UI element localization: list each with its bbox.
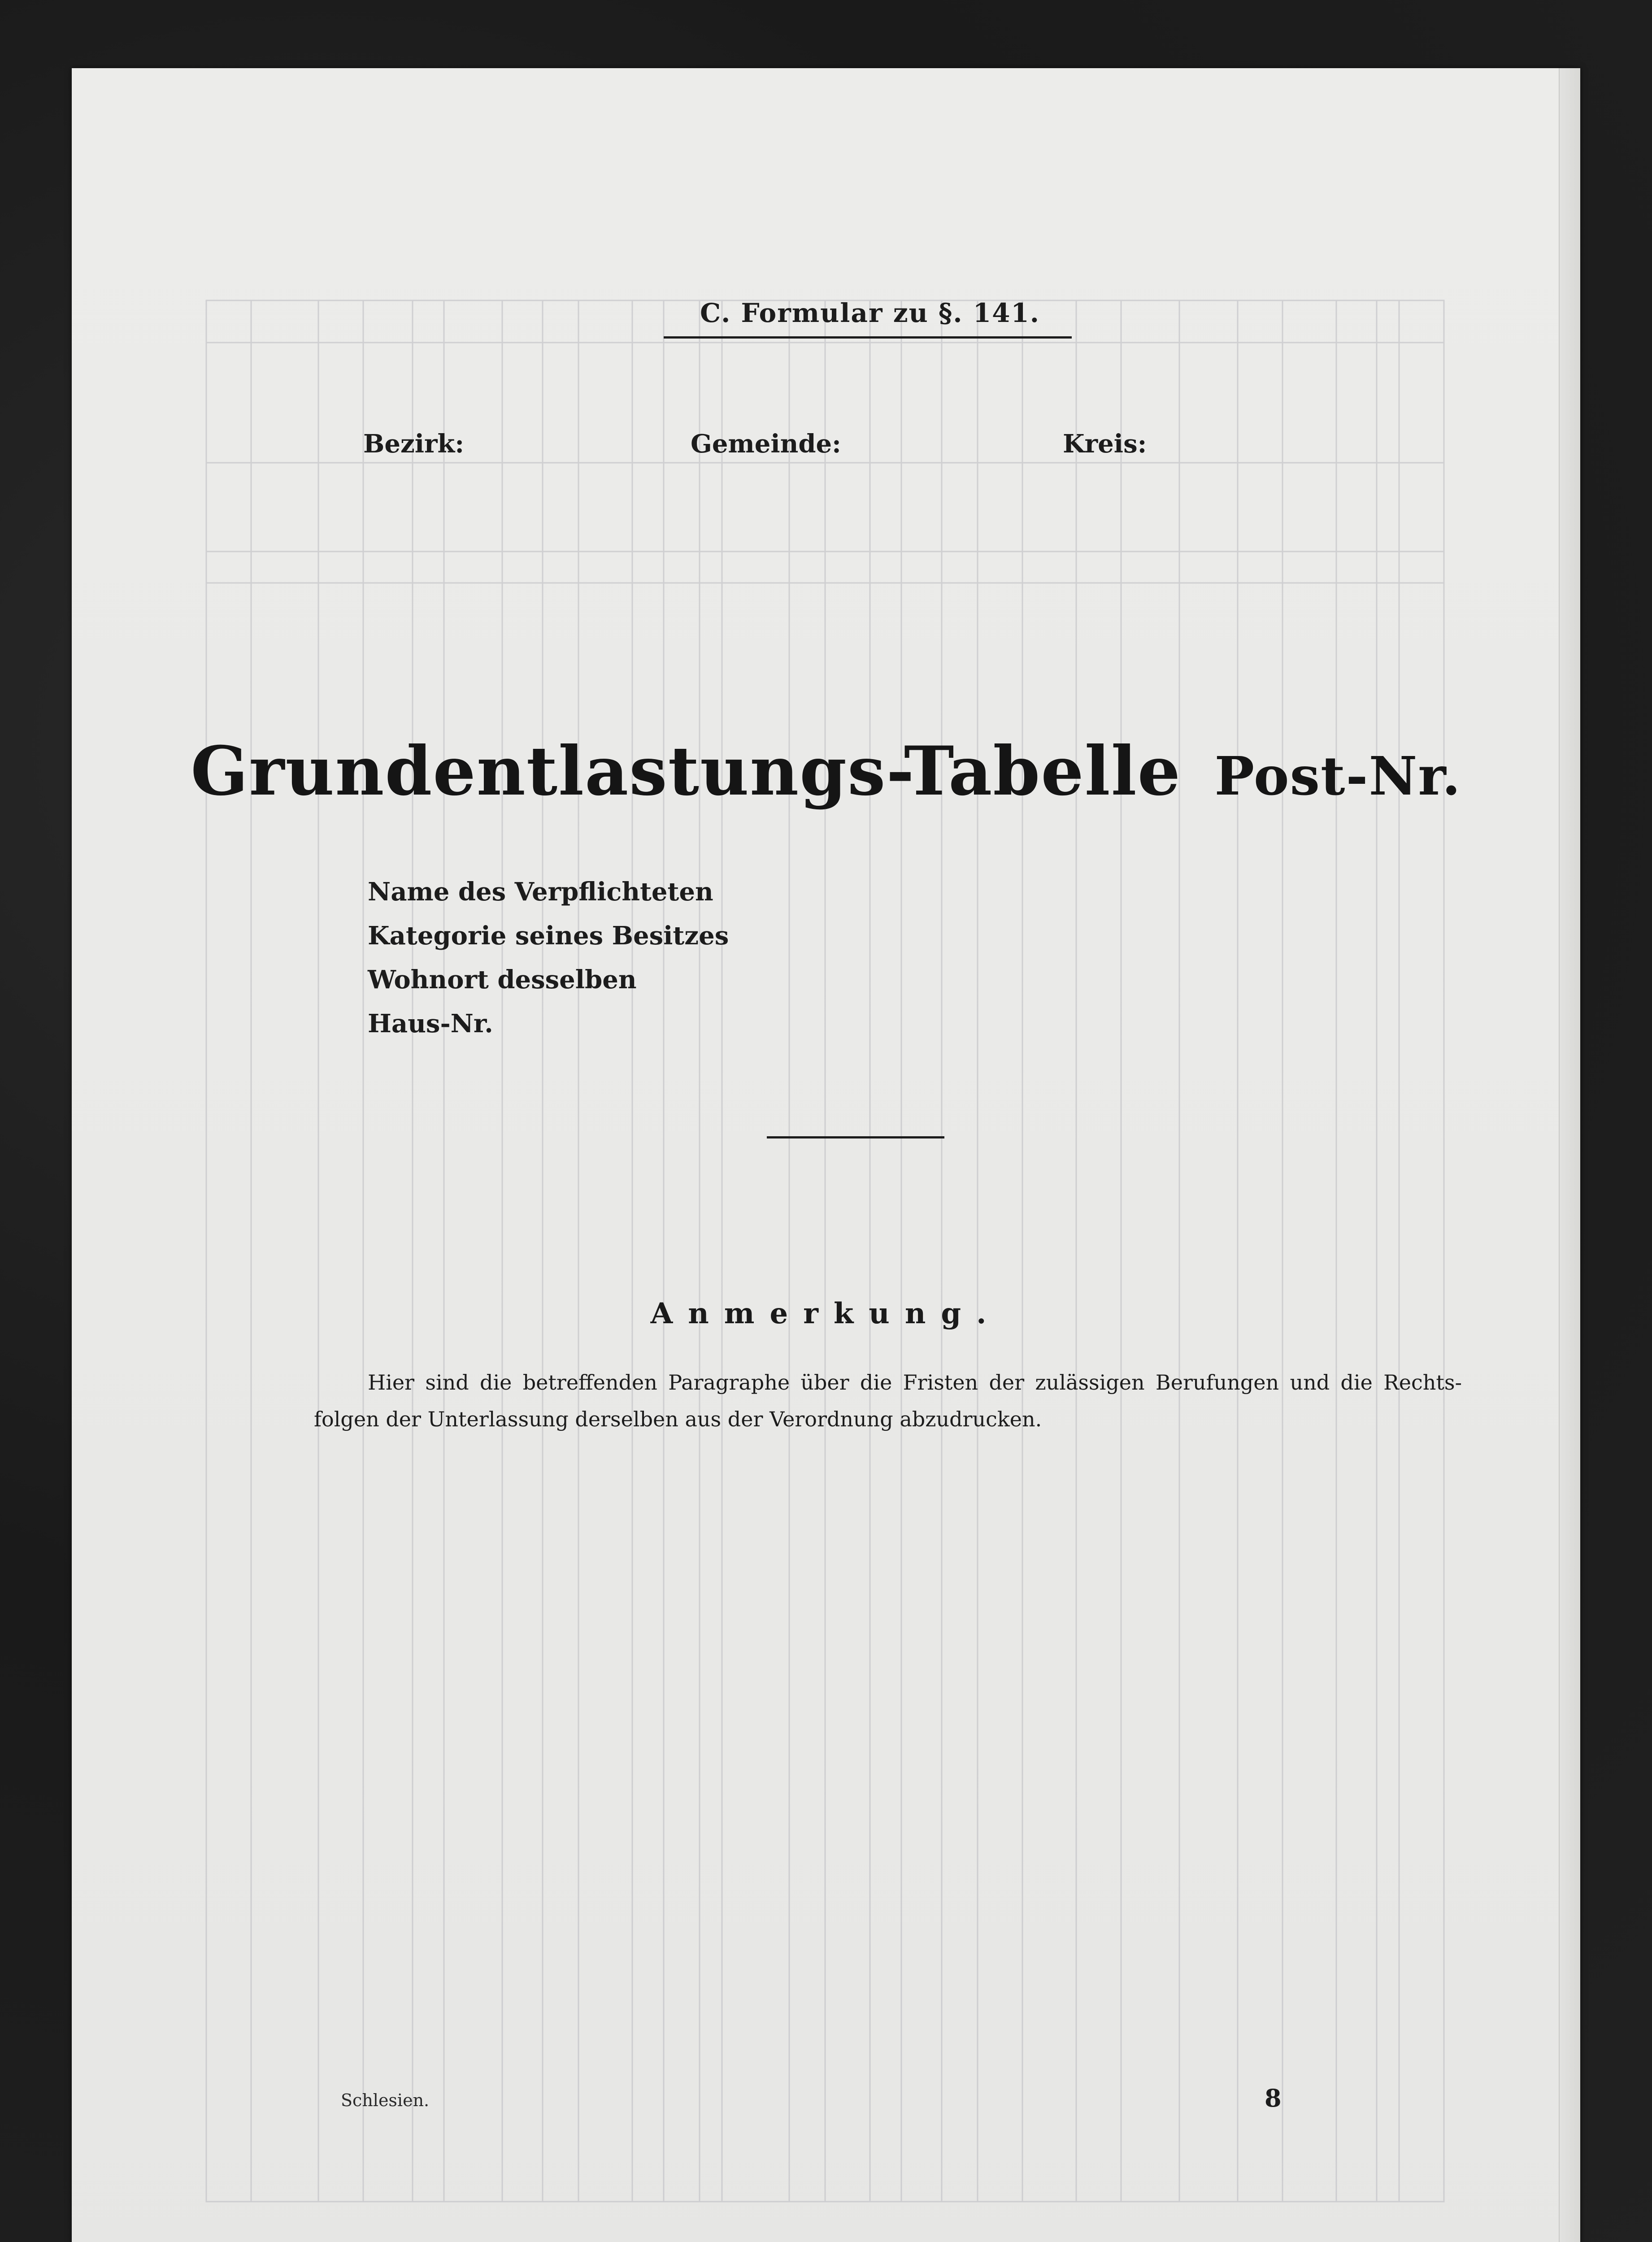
anmerkung-line-1: Hier sind die betreffenden Paragraphe über die Fristen der zulässigen Berufungen und die Rechts- (368, 1370, 1462, 1395)
field-list (368, 870, 729, 1046)
heading-underline (664, 336, 1072, 339)
formular-heading: C. Formular zu §. 141. (700, 298, 1040, 328)
field-wohnort: Wohnort desselben (368, 965, 637, 995)
kreis-label: Kreis: (1063, 429, 1147, 459)
footer-region: Schlesien. (341, 2090, 430, 2110)
anmerkung-line-2: folgen der Unterlassung derselben aus der Verordnung abzudrucken. (314, 1407, 1042, 1431)
bleed-through-grid (72, 68, 1580, 2242)
section-divider (767, 1136, 944, 1138)
field-kategorie-besitz: Kategorie seines Besitzes (368, 921, 729, 951)
title-post-nr: Post-Nr. (1214, 745, 1461, 807)
anmerkung-text (314, 1364, 1462, 1438)
document-title (72, 732, 1580, 811)
field-name-verpflichteten: Name des Verpflichteten (368, 877, 713, 907)
document-page (72, 68, 1580, 2242)
gemeinde-label: Gemeinde: (691, 429, 841, 459)
bezirk-label: Bezirk: (363, 429, 465, 459)
page-number: 8 (1265, 2084, 1282, 2112)
field-haus-nr: Haus-Nr. (368, 1009, 493, 1038)
page-edge (1559, 68, 1580, 2242)
title-main: Grundentlastungs-Tabelle (191, 732, 1182, 811)
anmerkung-heading: Anmerkung. (650, 1297, 1002, 1330)
